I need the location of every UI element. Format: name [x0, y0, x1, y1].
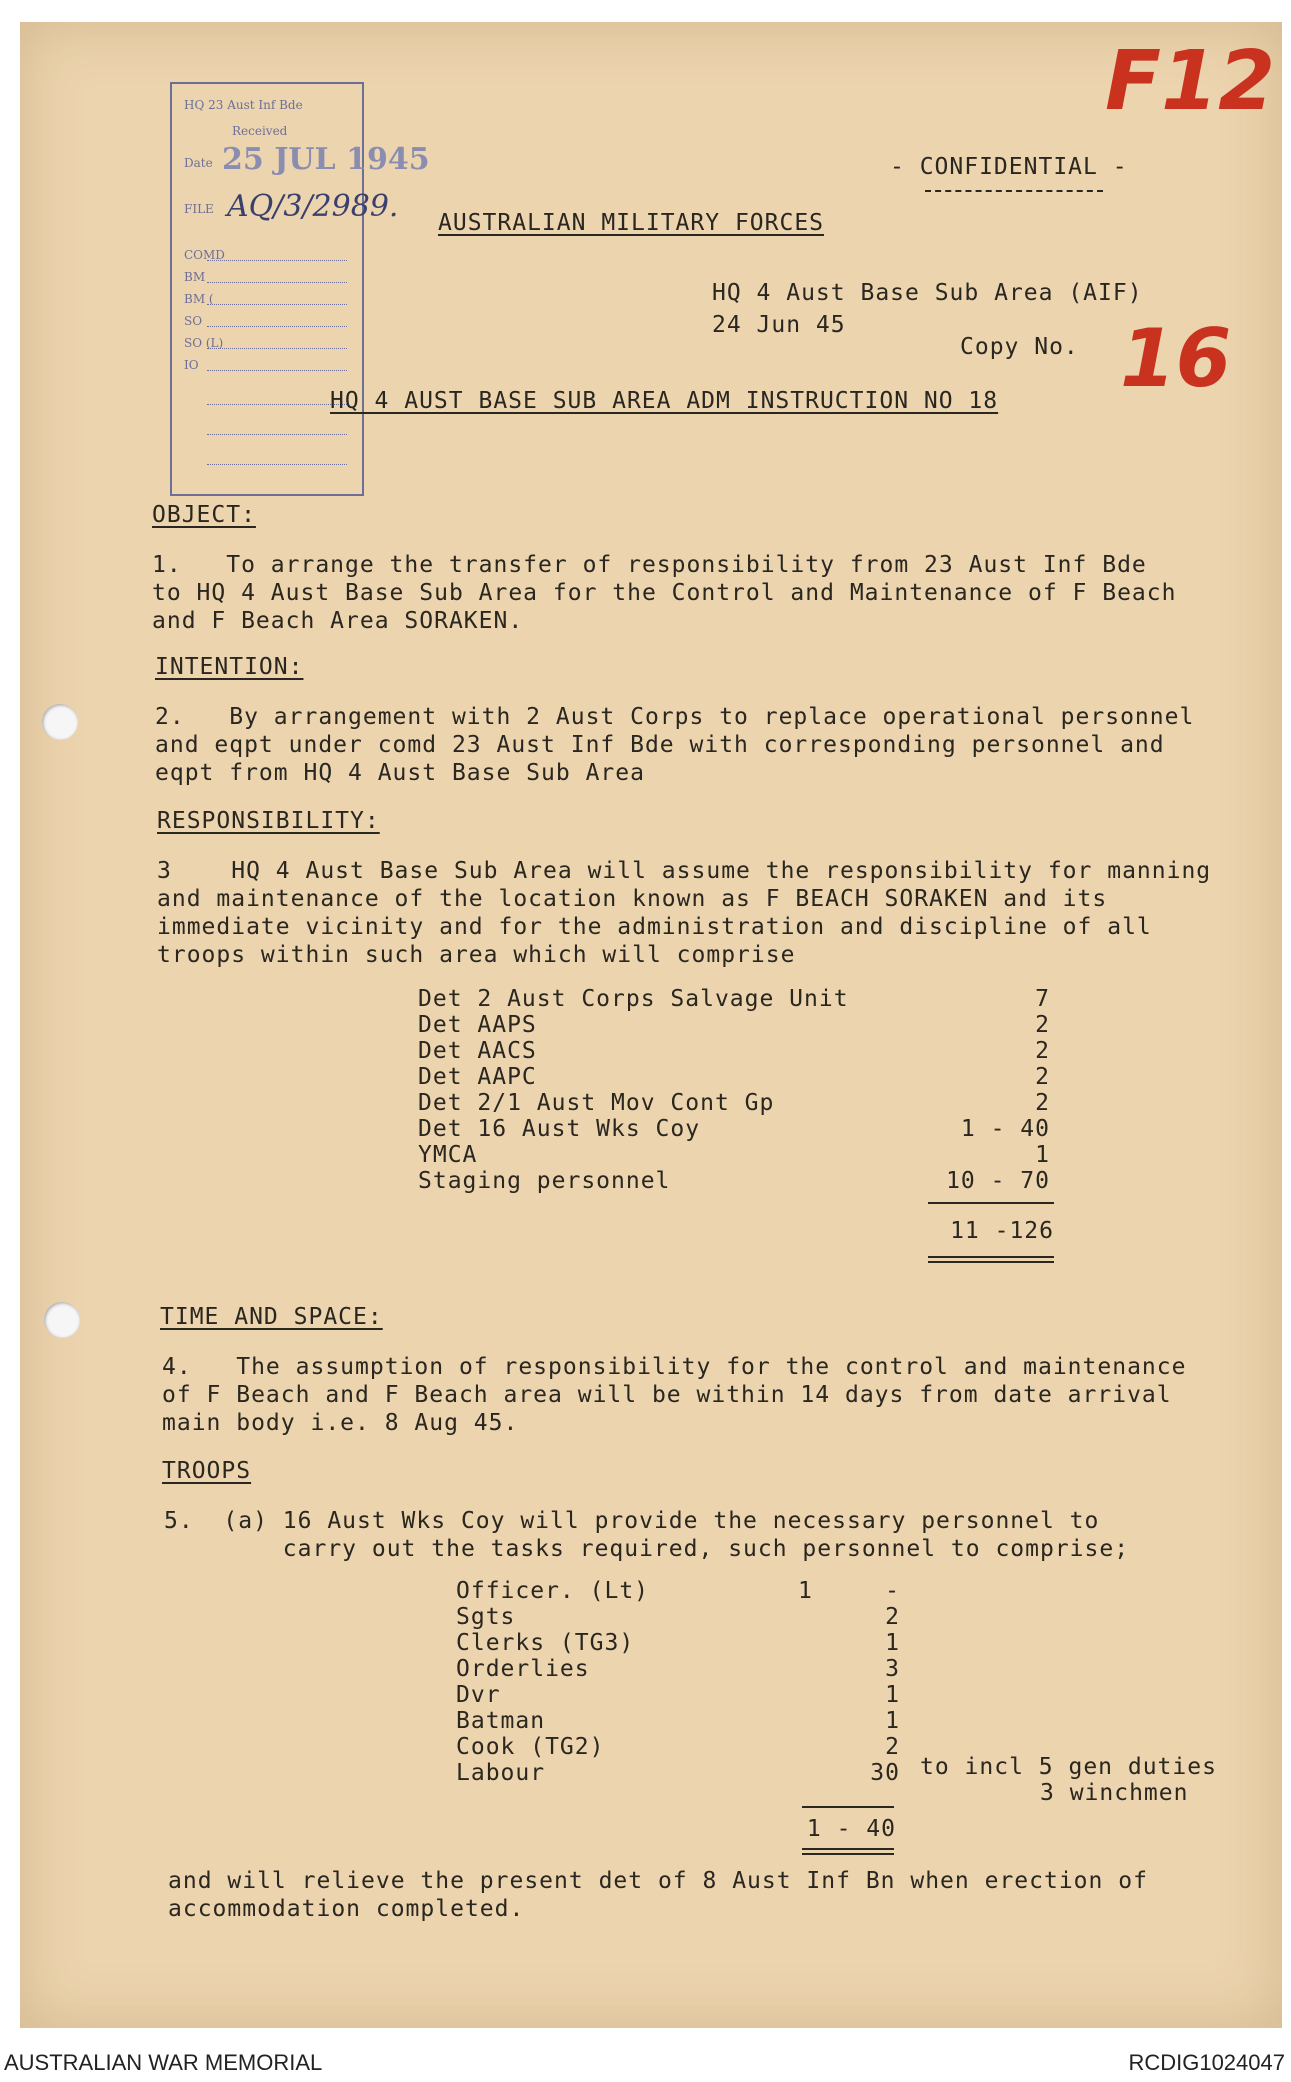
red-mark-f12: F12	[1105, 34, 1276, 129]
or-count: -	[885, 1578, 900, 1604]
para-4-line: 4. The assumption of responsibility for the control and maintenance	[162, 1354, 1187, 1380]
unit-count: 1 - 40	[960, 1116, 1050, 1142]
para-3-line: 3 HQ 4 Aust Base Sub Area will assume the responsibility for manning	[157, 858, 1212, 884]
unit-name: Det AACS	[418, 1038, 537, 1064]
stamp-file-no: AQ/3/2989.	[227, 189, 399, 224]
role: Sgts	[456, 1604, 516, 1630]
labour-note: to incl 5 gen duties	[920, 1754, 1217, 1780]
or-count: 2	[885, 1604, 900, 1630]
officer-count: 1	[798, 1578, 813, 1604]
hq-address: HQ 4 Aust Base Sub Area (AIF)	[712, 280, 1143, 306]
classification: - CONFIDENTIAL -	[890, 154, 1128, 180]
unit-count: 10 - 70	[946, 1168, 1050, 1194]
unit-name: YMCA	[418, 1142, 478, 1168]
para-2-line: and eqpt under comd 23 Aust Inf Bde with corresponding personnel and	[155, 732, 1165, 758]
time-space-heading: TIME AND SPACE:	[160, 1304, 383, 1330]
closing-line: and will relieve the present det of 8 Aust Inf Bn when erection of	[168, 1868, 1148, 1894]
role: Officer. (Lt)	[456, 1578, 650, 1604]
copy-no-label: Copy No.	[960, 334, 1079, 360]
unit-count: 7	[1035, 986, 1050, 1012]
troops-heading: TROOPS	[162, 1458, 252, 1484]
responsibility-heading: RESPONSIBILITY:	[157, 808, 380, 834]
unit-count: 2	[1035, 1090, 1050, 1116]
document-page	[20, 22, 1282, 2028]
or-count: 2	[885, 1734, 900, 1760]
para-5-line: carry out the tasks required, such personnel to comprise;	[164, 1536, 1130, 1562]
object-heading: OBJECT:	[152, 502, 256, 528]
role: Clerks (TG3)	[456, 1630, 635, 1656]
unit-count: 2	[1035, 1038, 1050, 1064]
para-5-line: 5. (a) 16 Aust Wks Coy will provide the necessary personnel to	[164, 1508, 1100, 1534]
or-count: 1	[885, 1682, 900, 1708]
or-count: 30	[870, 1760, 900, 1786]
unit-name: Det 2/1 Aust Mov Cont Gp	[418, 1090, 775, 1116]
unit-name: Det AAPC	[418, 1064, 537, 1090]
org-heading: AUSTRALIAN MILITARY FORCES	[438, 210, 825, 236]
or-count: 3	[885, 1656, 900, 1682]
footer-left: AUSTRALIAN WAR MEMORIAL	[4, 2050, 323, 2075]
role: Cook (TG2)	[456, 1734, 605, 1760]
unit-name: Det 2 Aust Corps Salvage Unit	[418, 986, 849, 1012]
para-3-line: immediate vicinity and for the administration and discipline of all	[157, 914, 1152, 940]
unit-count: 2	[1035, 1064, 1050, 1090]
units-total: 11 -126	[950, 1218, 1054, 1244]
document-title: HQ 4 AUST BASE SUB AREA ADM INSTRUCTION NO 18	[330, 388, 999, 414]
red-mark-copy-no: 16	[1120, 312, 1232, 405]
para-4-line: main body i.e. 8 Aug 45.	[162, 1410, 519, 1436]
personnel-total: 1 - 40	[806, 1816, 896, 1842]
received-stamp: HQ 23 Aust Inf Bde Received Date 25 JUL 1945 FILE AQ/3/2989. COMD BM BM ( SO SO (L) IO	[170, 82, 364, 496]
or-count: 1	[885, 1630, 900, 1656]
intention-heading: INTENTION:	[155, 654, 304, 680]
unit-count: 1	[1035, 1142, 1050, 1168]
para-1-line: to HQ 4 Aust Base Sub Area for the Control and Maintenance of F Beach	[152, 580, 1177, 606]
para-4-line: of F Beach and F Beach area will be within 14 days from date arrival	[162, 1382, 1172, 1408]
unit-name: Staging personnel	[418, 1168, 671, 1194]
role: Orderlies	[456, 1656, 590, 1682]
para-3-line: troops within such area which will comprise	[157, 942, 796, 968]
issue-date: 24 Jun 45	[712, 312, 846, 338]
punch-hole	[44, 1302, 80, 1338]
para-2-line: 2. By arrangement with 2 Aust Corps to replace operational personnel	[155, 704, 1195, 730]
unit-name: Det 16 Aust Wks Coy	[418, 1116, 701, 1142]
unit-count: 2	[1035, 1012, 1050, 1038]
para-3-line: and maintenance of the location known as F BEACH SORAKEN and its	[157, 886, 1108, 912]
footer-right: RCDIG1024047	[1128, 2050, 1285, 2075]
punch-hole	[42, 704, 78, 740]
unit-name: Det AAPS	[418, 1012, 537, 1038]
or-count: 1	[885, 1708, 900, 1734]
para-1-line: and F Beach Area SORAKEN.	[152, 608, 524, 634]
para-1-line: 1. To arrange the transfer of responsibility from 23 Aust Inf Bde	[152, 552, 1147, 578]
closing-line: accommodation completed.	[168, 1896, 525, 1922]
labour-note: 3 winchmen	[1040, 1780, 1189, 1806]
role: Dvr	[456, 1682, 501, 1708]
para-2-line: eqpt from HQ 4 Aust Base Sub Area	[155, 760, 645, 786]
role: Batman	[456, 1708, 546, 1734]
stamp-date: 25 JUL 1945	[222, 142, 430, 177]
role: Labour	[456, 1760, 546, 1786]
